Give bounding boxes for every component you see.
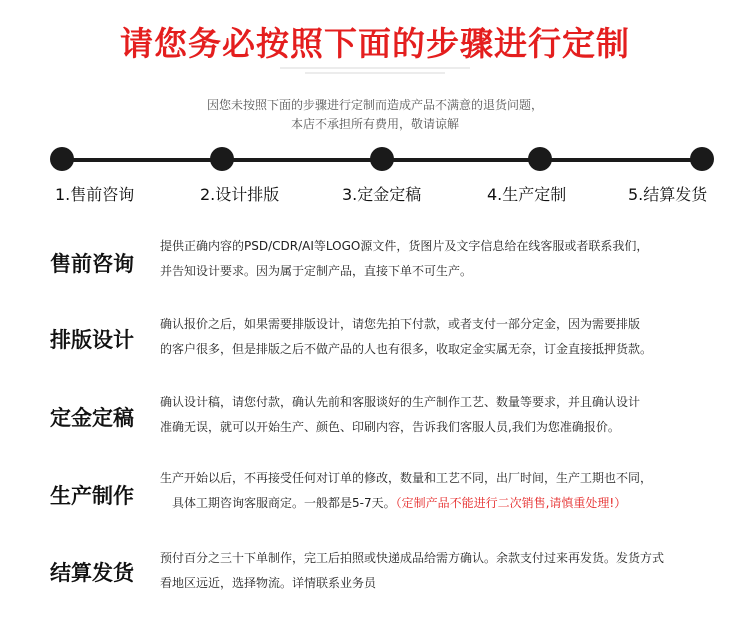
section-line: 预付百分之三十下单制作，完工后拍照或快递成品给需方确认。余款支付过来再发货。发货方式 [160, 551, 665, 565]
section-line-text: 具体工期咨询客服商定。一般都是5-7天。 [172, 496, 396, 510]
page-title: 请您务必按照下面的步骤进行定制 [120, 24, 630, 63]
timeline-dot-2 [210, 147, 234, 171]
section-line: 确认设计稿，请您付款，确认先前和客服谈好的生产制作工艺、数量等要求，并且确认设计 [160, 395, 641, 409]
section-body-presale [160, 234, 730, 284]
section-title-production: 生产制作 [50, 484, 134, 508]
section-line: 提供正确内容的PSD/CDR/AI等LOGO源文件，货图片及文字信息给在线客服或者联系我们， [160, 239, 649, 253]
timeline-dot-3 [370, 147, 394, 171]
section-title-deposit: 定金定稿 [50, 406, 134, 430]
faint-divider [275, 64, 475, 78]
section-line [160, 491, 730, 516]
section-line: 生产开始以后，不再接受任何对订单的修改，数量和工艺不同，出厂时间，生产工期也不同， [160, 471, 653, 485]
notice-line-1: 因您未按照下面的步骤进行定制而造成产品不满意的退货问题， [206, 98, 543, 112]
timeline-dot-4 [528, 147, 552, 171]
section-title-settlement: 结算发货 [50, 561, 134, 585]
section-body-settlement [160, 546, 730, 596]
timeline-dot-1 [50, 147, 74, 171]
notice-line-2: 本店不承担所有费用，敬请谅解 [290, 117, 459, 131]
section-title-presale: 售前咨询 [50, 252, 134, 276]
step-label-2: 2.设计排版 [200, 185, 280, 204]
step-label-3: 3.定金定稿 [342, 185, 422, 204]
section-body-production [160, 466, 730, 516]
step-label-5: 5.结算发货 [628, 185, 708, 204]
timeline-dot-5 [690, 147, 714, 171]
section-line: 看地区远近，选择物流。详情联系业务员 [160, 576, 377, 590]
warning-text: （定制产品不能进行二次销售,请慎重处理!） [395, 496, 627, 510]
section-line: 的客户很多，但是排版之后不做产品的人也有很多，收取定金实属无奈，订金直接抵押货款。 [160, 342, 653, 356]
section-body-layout [160, 312, 730, 362]
section-line: 确认报价之后，如果需要排版设计，请您先拍下付款，或者支付一部分定金，因为需要排版 [160, 317, 641, 331]
section-title-layout: 排版设计 [50, 328, 134, 352]
section-line: 准确无误，就可以开始生产、颜色、印刷内容，告诉我们客服人员,我们为您准确报价。 [160, 420, 620, 434]
section-body-deposit [160, 390, 730, 440]
step-label-1: 1.售前咨询 [55, 185, 135, 204]
step-label-4: 4.生产定制 [487, 185, 567, 204]
notice [0, 96, 750, 134]
section-line: 并告知设计要求。因为属于定制产品，直接下单不可生产。 [160, 264, 473, 278]
